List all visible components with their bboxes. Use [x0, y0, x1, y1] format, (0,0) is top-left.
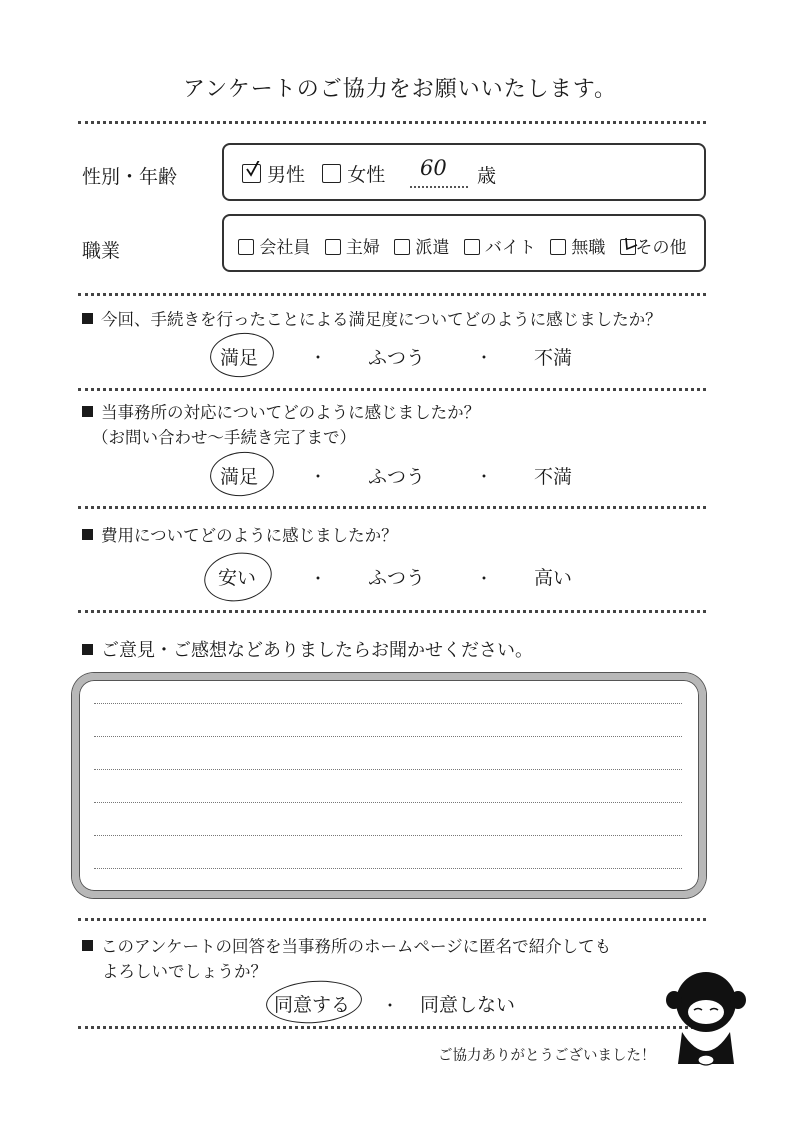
- consent-question: [82, 933, 611, 957]
- q1-option-dissatisfied[interactable]: 不満: [534, 347, 573, 369]
- divider: [78, 506, 706, 509]
- separator: ・: [476, 348, 493, 367]
- checkbox[interactable]: [620, 239, 636, 255]
- check-mark-icon: [623, 236, 639, 252]
- comment-line: [94, 802, 682, 803]
- female-checkbox[interactable]: [322, 164, 341, 183]
- separator: ・: [310, 348, 327, 367]
- divider: [78, 610, 706, 613]
- checkbox[interactable]: [325, 239, 341, 255]
- q2-option-normal[interactable]: ふつう: [368, 466, 426, 488]
- question-1-text: 今回、手続きを行ったことによる満足度についてどのように感じましたか？: [101, 310, 662, 329]
- separator: ・: [382, 996, 399, 1015]
- question-2-text: 当事務所の対応についてどのように感じましたか？: [101, 403, 481, 422]
- comment-line: [94, 868, 682, 869]
- option-label: 主婦: [345, 238, 380, 258]
- comments-textarea[interactable]: [72, 673, 706, 898]
- option-label: 派遣: [415, 238, 450, 258]
- divider: [78, 918, 706, 921]
- age-underline: [410, 186, 468, 188]
- gender-male-option[interactable]: [242, 160, 305, 187]
- gender-age-label: 性別・年齢: [82, 166, 178, 188]
- bowing-mascot-icon: [664, 966, 748, 1070]
- separator: ・: [476, 467, 493, 486]
- q3-option-cheap[interactable]: 安い: [218, 567, 257, 589]
- occupation-label: 職業: [82, 240, 121, 262]
- comment-line: [94, 736, 682, 737]
- q1-option-normal[interactable]: ふつう: [368, 347, 426, 369]
- comment-line: [94, 703, 682, 704]
- option-label: バイト: [484, 238, 536, 258]
- occupation-option-unemployed[interactable]: [550, 233, 605, 258]
- occupation-option-other[interactable]: [620, 233, 687, 258]
- square-bullet-icon: [82, 313, 93, 324]
- thanks-message: ご協力ありがとうございました！: [438, 1048, 656, 1064]
- occupation-options: [238, 233, 696, 258]
- q2-option-dissatisfied[interactable]: 不満: [534, 466, 573, 488]
- separator: ・: [310, 569, 327, 588]
- q2-option-satisfied[interactable]: 満足: [220, 466, 259, 488]
- male-checkbox[interactable]: [242, 164, 261, 183]
- square-bullet-icon: [82, 940, 93, 951]
- checkbox[interactable]: [550, 239, 566, 255]
- divider: [78, 293, 706, 296]
- question-1: [82, 306, 662, 330]
- q3-option-expensive[interactable]: 高い: [534, 567, 573, 589]
- square-bullet-icon: [82, 406, 93, 417]
- comment-line: [94, 769, 682, 770]
- occupation-option-parttime[interactable]: [464, 233, 536, 258]
- check-mark-icon: [245, 161, 261, 177]
- consent-line-1: このアンケートの回答を当事務所のホームページに匿名で紹介しても: [101, 937, 612, 956]
- age-value[interactable]: 60: [420, 156, 447, 180]
- occupation-option-temp[interactable]: [394, 233, 449, 258]
- separator: ・: [476, 569, 493, 588]
- question-3: [82, 522, 398, 546]
- comment-line: [94, 835, 682, 836]
- consent-option-disagree[interactable]: 同意しない: [420, 994, 516, 1016]
- square-bullet-icon: [82, 529, 93, 540]
- survey-title: アンケートのご協力をお願いいたします。: [183, 77, 617, 102]
- checkbox[interactable]: [464, 239, 480, 255]
- question-2: [82, 399, 480, 423]
- comments-prompt: [82, 636, 533, 662]
- occupation-option-company-employee[interactable]: [238, 233, 310, 258]
- separator: ・: [310, 467, 327, 486]
- divider: [78, 1026, 706, 1029]
- age-unit: 歳: [477, 165, 497, 187]
- gender-female-option[interactable]: [322, 160, 385, 187]
- option-label: その他: [635, 238, 687, 258]
- option-label: 無職: [571, 238, 606, 258]
- question-3-text: 費用についてどのように感じましたか？: [101, 526, 398, 545]
- question-2-subtext: （お問い合わせ～手続き完了まで）: [92, 428, 356, 447]
- q1-option-satisfied[interactable]: 満足: [220, 347, 259, 369]
- checkbox[interactable]: [394, 239, 410, 255]
- option-label: 会社員: [259, 238, 311, 258]
- square-bullet-icon: [82, 644, 93, 655]
- comments-prompt-text: ご意見・ご感想などありましたらお聞かせください。: [101, 640, 533, 661]
- divider: [78, 388, 706, 391]
- female-label: 女性: [347, 164, 386, 186]
- q3-option-normal[interactable]: ふつう: [368, 567, 426, 589]
- consent-option-agree[interactable]: 同意する: [274, 994, 351, 1016]
- gender-age-options: [242, 160, 397, 187]
- male-label: 男性: [267, 164, 306, 186]
- divider: [78, 121, 706, 124]
- consent-line-2: よろしいでしょうか？: [102, 962, 267, 981]
- checkbox[interactable]: [238, 239, 254, 255]
- occupation-option-housewife[interactable]: [325, 233, 380, 258]
